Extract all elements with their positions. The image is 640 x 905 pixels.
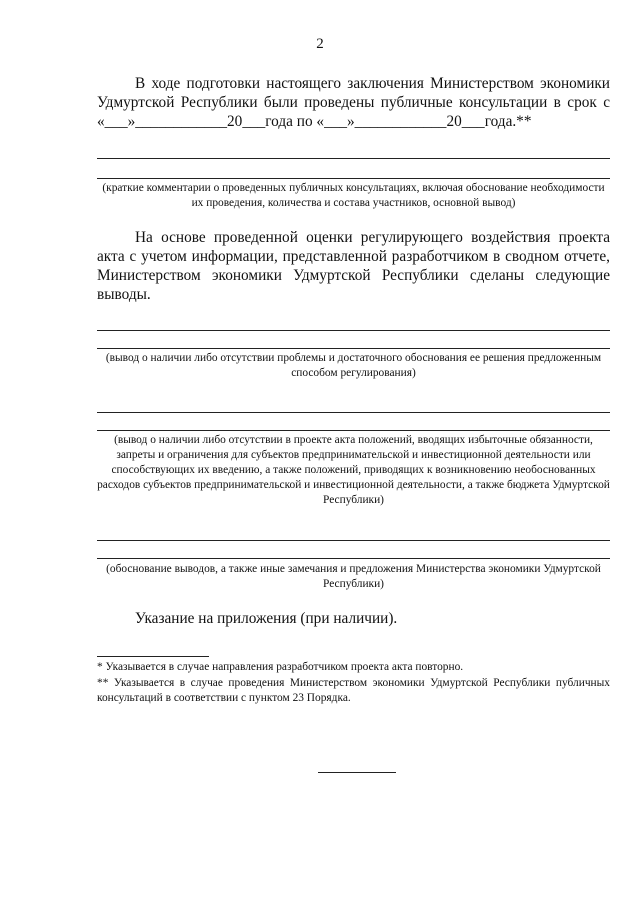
- attachments-paragraph: [97, 609, 610, 628]
- blank-line: [97, 178, 610, 179]
- end-of-document-line: [318, 772, 396, 773]
- blank-line: [97, 430, 610, 431]
- consultations-caption: (краткие комментарии о проведенных публичных консультациях, включая обоснование необходимости их проведения, количества и состава участников, основной вывод): [102, 182, 605, 209]
- consultations-paragraph: [97, 74, 610, 131]
- blank-line: [97, 348, 610, 349]
- footnote-one-star: * Указывается в случае направления разработчиком проекта акта повторно.: [97, 661, 464, 673]
- provisions-caption: (вывод о наличии либо отсутствии в проекте акта положений, вводящих избыточные обязанности, запреты и ограничения для субъектов предпринимательской и инвестиционной деятельности или способствующих их введению, а также положений, приводящих к возникновению необоснованных расходов субъектов предпринимательской и инвестиционной деятельности, а также бюджета Удмуртской Республики): [97, 434, 610, 506]
- conclusions-text: На основе проведенной оценки регулирующего воздействия проекта акта с учетом информации, представленной разработчиком в сводном отчете, Министерством экономики Удмуртской Республики сделаны следующие выводы.: [97, 229, 610, 303]
- blank-line: [97, 412, 610, 413]
- blank-line: [97, 158, 610, 159]
- blank-line: [97, 558, 610, 559]
- footnote-separator: [97, 656, 209, 657]
- conclusions-paragraph: [97, 228, 610, 304]
- justification-caption: (обоснование выводов, а также иные замечания и предложения Министерства экономики Удмуртской Республики): [106, 563, 601, 590]
- problem-caption: (вывод о наличии либо отсутствии проблемы и достаточного обоснования ее решения предложенным способом регулирования): [105, 352, 602, 379]
- page-number: 2: [316, 36, 324, 52]
- blank-line: [97, 330, 610, 331]
- consultations-text: В ходе подготовки настоящего заключения Министерством экономики Удмуртской Республики были проведены публичные консультации в срок с «___»____________20___года по «___»____________20___года.**: [97, 75, 610, 130]
- blank-line: [97, 540, 610, 541]
- footnote-two-star: ** Указывается в случае проведения Министерством экономики Удмуртской Республики публичных консультаций в соответствии с пунктом 23 Порядка.: [97, 677, 610, 704]
- attachments-text: Указание на приложения (при наличии).: [135, 610, 398, 627]
